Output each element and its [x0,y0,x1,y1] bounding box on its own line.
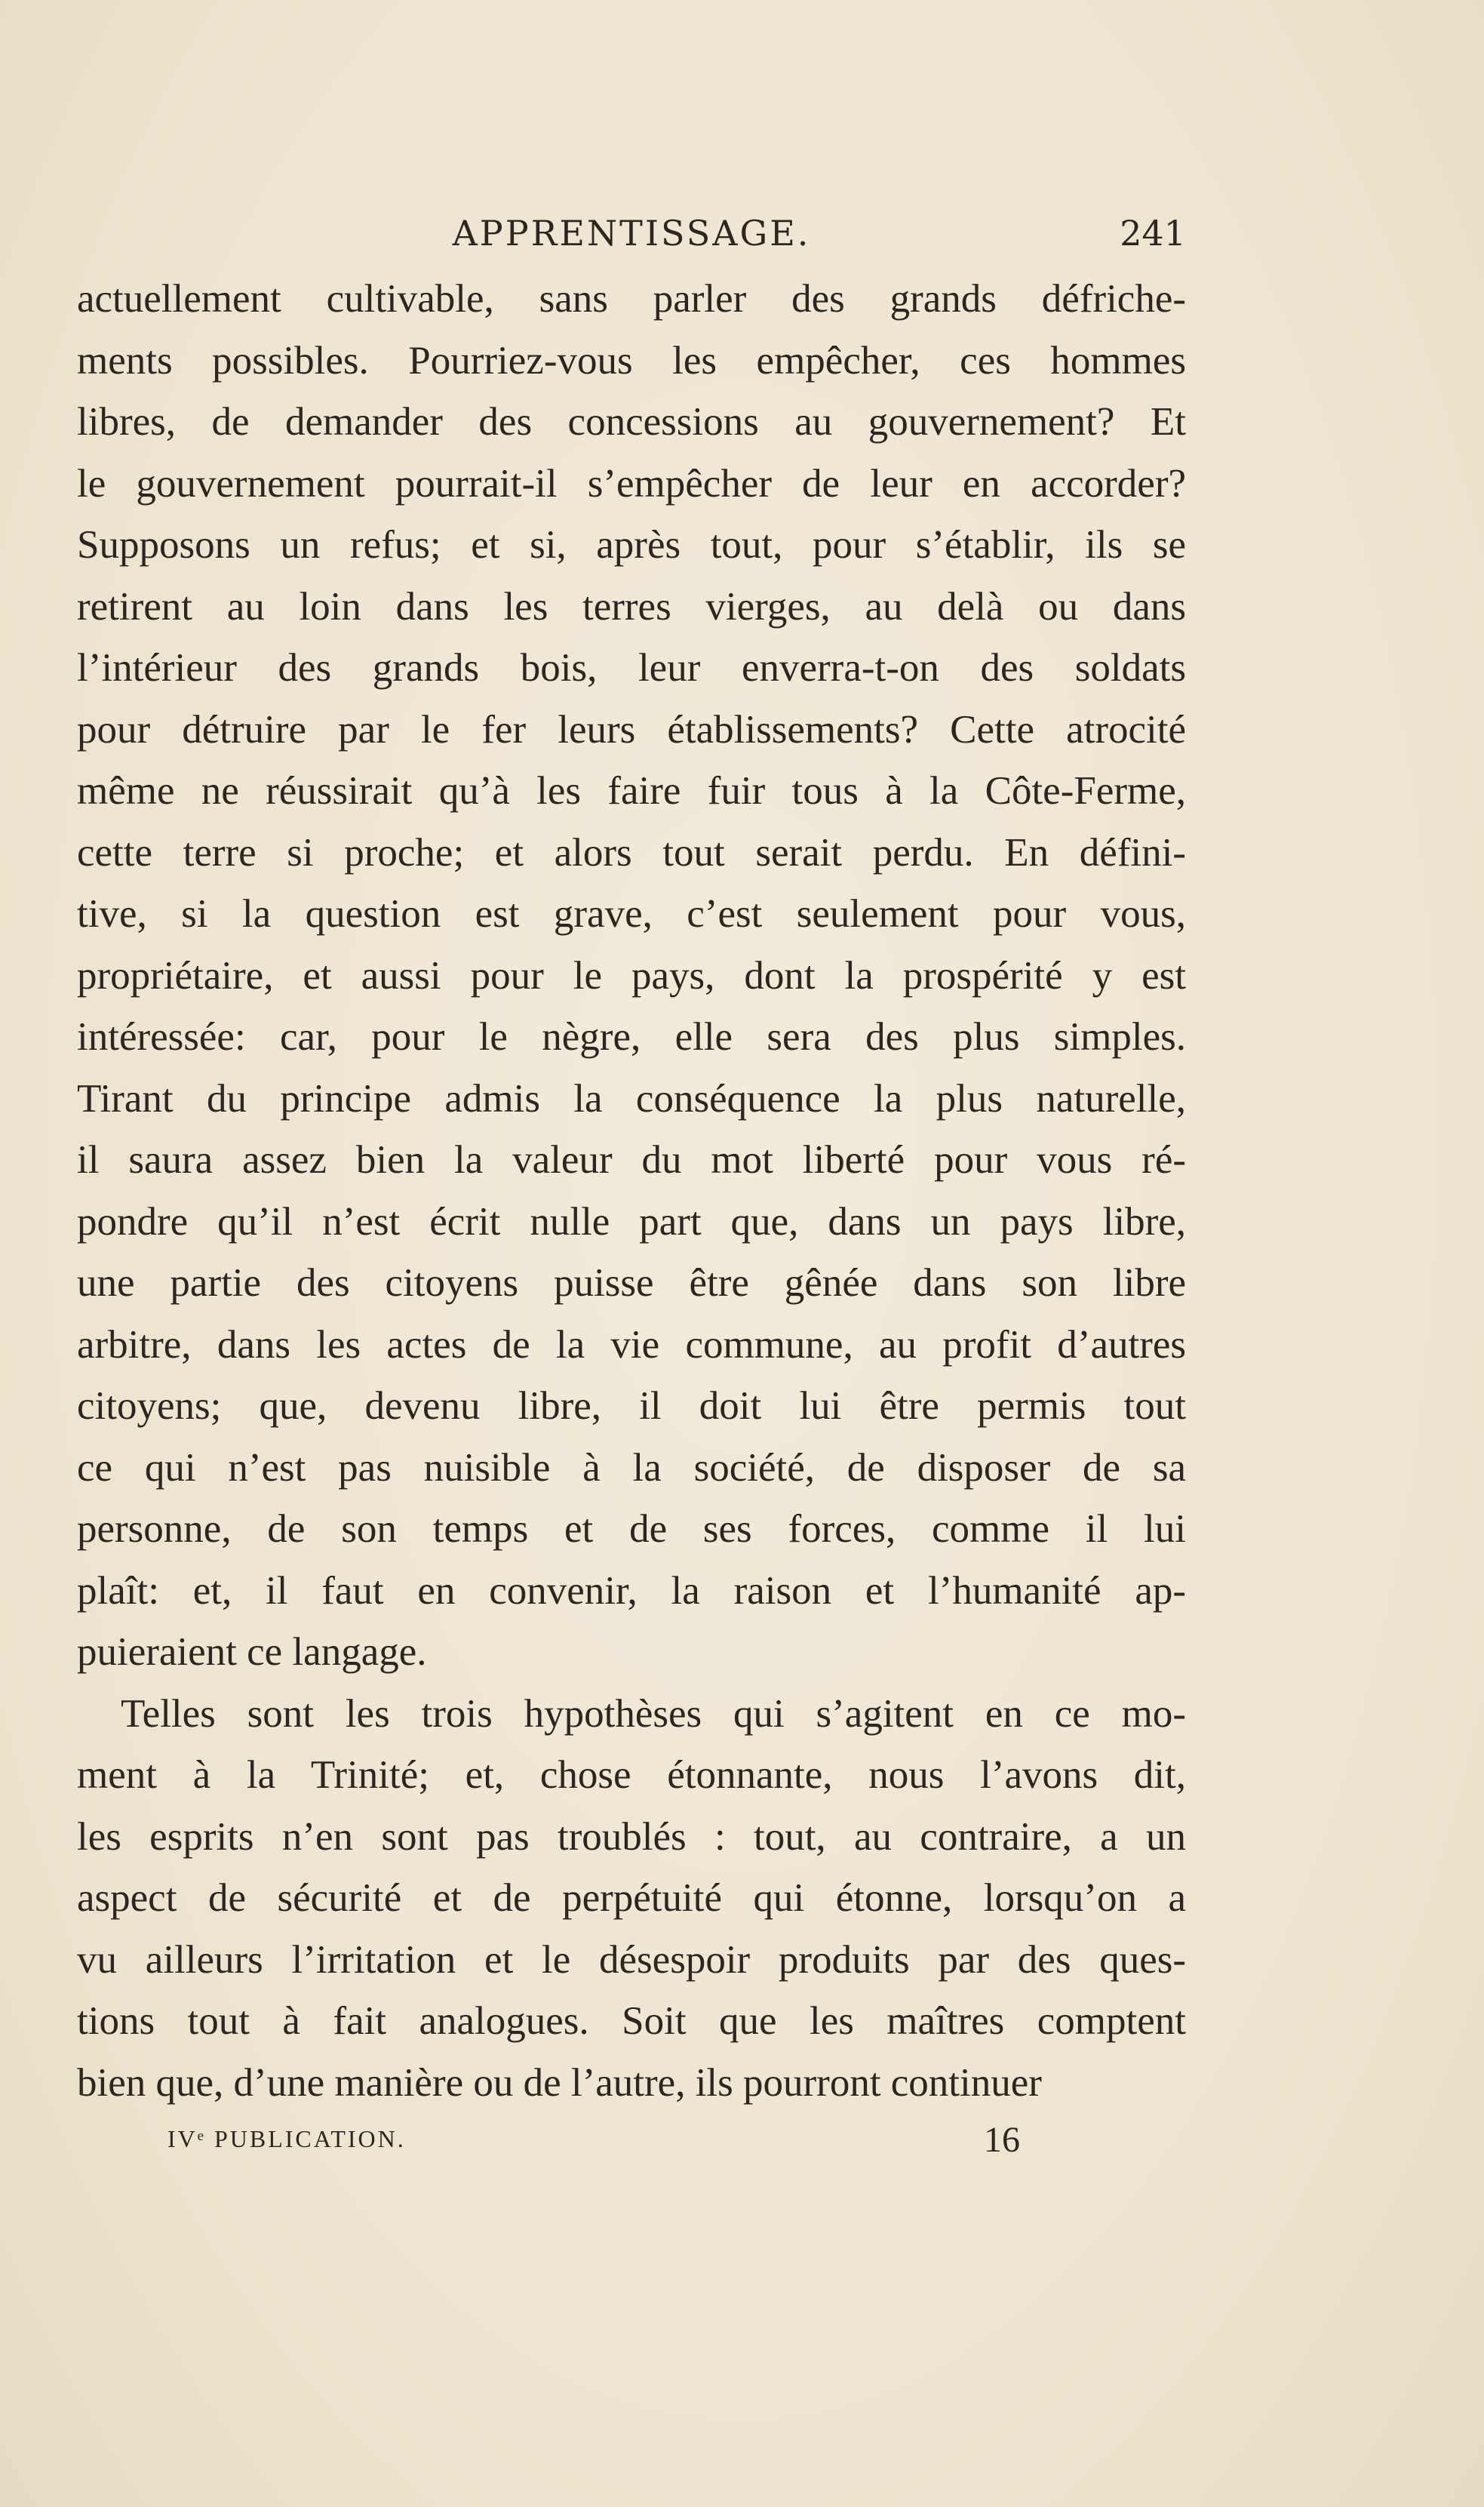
text-line: cette terre si proche; et alors tout serait perdu. En défini- [77,830,1186,875]
text-line: plaît: et, il faut en convenir, la raison et l’humanité ap- [77,1568,1186,1613]
text-line: bien que, d’une manière ou de l’autre, ils pourront continuer [77,2060,1042,2105]
text-line: actuellement cultivable, sans parler des grands défriche- [77,277,1186,321]
text-line: Tirant du principe admis la conséquence la plus naturelle, [77,1076,1186,1121]
text-line: Telles sont les trois hypothèses qui s’agitent en ce mo- [121,1691,1186,1736]
text-line: ments possibles. Pourriez-vous les empêcher, ces hommes [77,338,1186,383]
text-line: le gouvernement pourrait-il s’empêcher de leur en accorder? [77,461,1186,506]
text-line: tions tout à fait analogues. Soit que les maîtres comptent [77,1999,1186,2043]
text-line: ment à la Trinité; et, chose étonnante, nous l’avons dit, [77,1753,1186,1797]
page-footer [167,2119,1020,2164]
printer-signature: IVᵉ PUBLICATION. [167,2125,406,2152]
text-line: l’intérieur des grands bois, leur enverra-t-on des soldats [77,646,1186,690]
paragraph [77,1684,1186,2115]
text-line: pour détruire par le fer leurs établissements? Cette atrocité [77,707,1186,752]
text-line: retirent au loin dans les terres vierges, au delà ou dans [77,584,1186,629]
text-line: tive, si la question est grave, c’est seulement pour vous, [77,892,1186,936]
page-number: 241 [1120,213,1186,254]
text-line: même ne réussirait qu’à les faire fuir tous à la Côte-Ferme, [77,769,1186,813]
text-line: ce qui n’est pas nuisible à la société, de disposer de sa [77,1445,1186,1490]
text-line: aspect de sécurité et de perpétuité qui étonne, lorsqu’on a [77,1876,1186,1920]
body-text [77,269,1186,2114]
text-line: citoyens; que, devenu libre, il doit lui être permis tout [77,1384,1186,1428]
text-line: vu ailleurs l’irritation et le désespoir produits par des ques- [77,1937,1186,1982]
running-title: APPRENTISSAGE. [452,213,811,254]
text-line: propriétaire, et aussi pour le pays, dont la prospérité y est [77,953,1186,998]
text-line: personne, de son temps et de ses forces, comme il lui [77,1507,1186,1551]
text-line: les esprits n’en sont pas troublés : tout, au contraire, a un [77,1814,1186,1859]
text-line: puieraient ce langage. [77,1630,427,1674]
text-line: Supposons un refus; et si, après tout, pour s’établir, ils se [77,523,1186,567]
text-line: une partie des citoyens puisse être gênée dans son libre [77,1261,1186,1305]
paragraph [77,269,1186,1684]
text-line: pondre qu’il n’est écrit nulle part que, dans un pays libre, [77,1199,1186,1244]
text-line: libres, de demander des concessions au gouvernement? Et [77,400,1186,444]
text-line: il saura assez bien la valeur du mot liberté pour vous ré- [77,1138,1186,1182]
signature-mark: 16 [984,2120,1020,2160]
text-line: intéressée: car, pour le nègre, elle sera des plus simples. [77,1015,1186,1059]
text-line: arbitre, dans les actes de la vie commune, au profit d’autres [77,1322,1186,1367]
running-head [77,213,1186,261]
